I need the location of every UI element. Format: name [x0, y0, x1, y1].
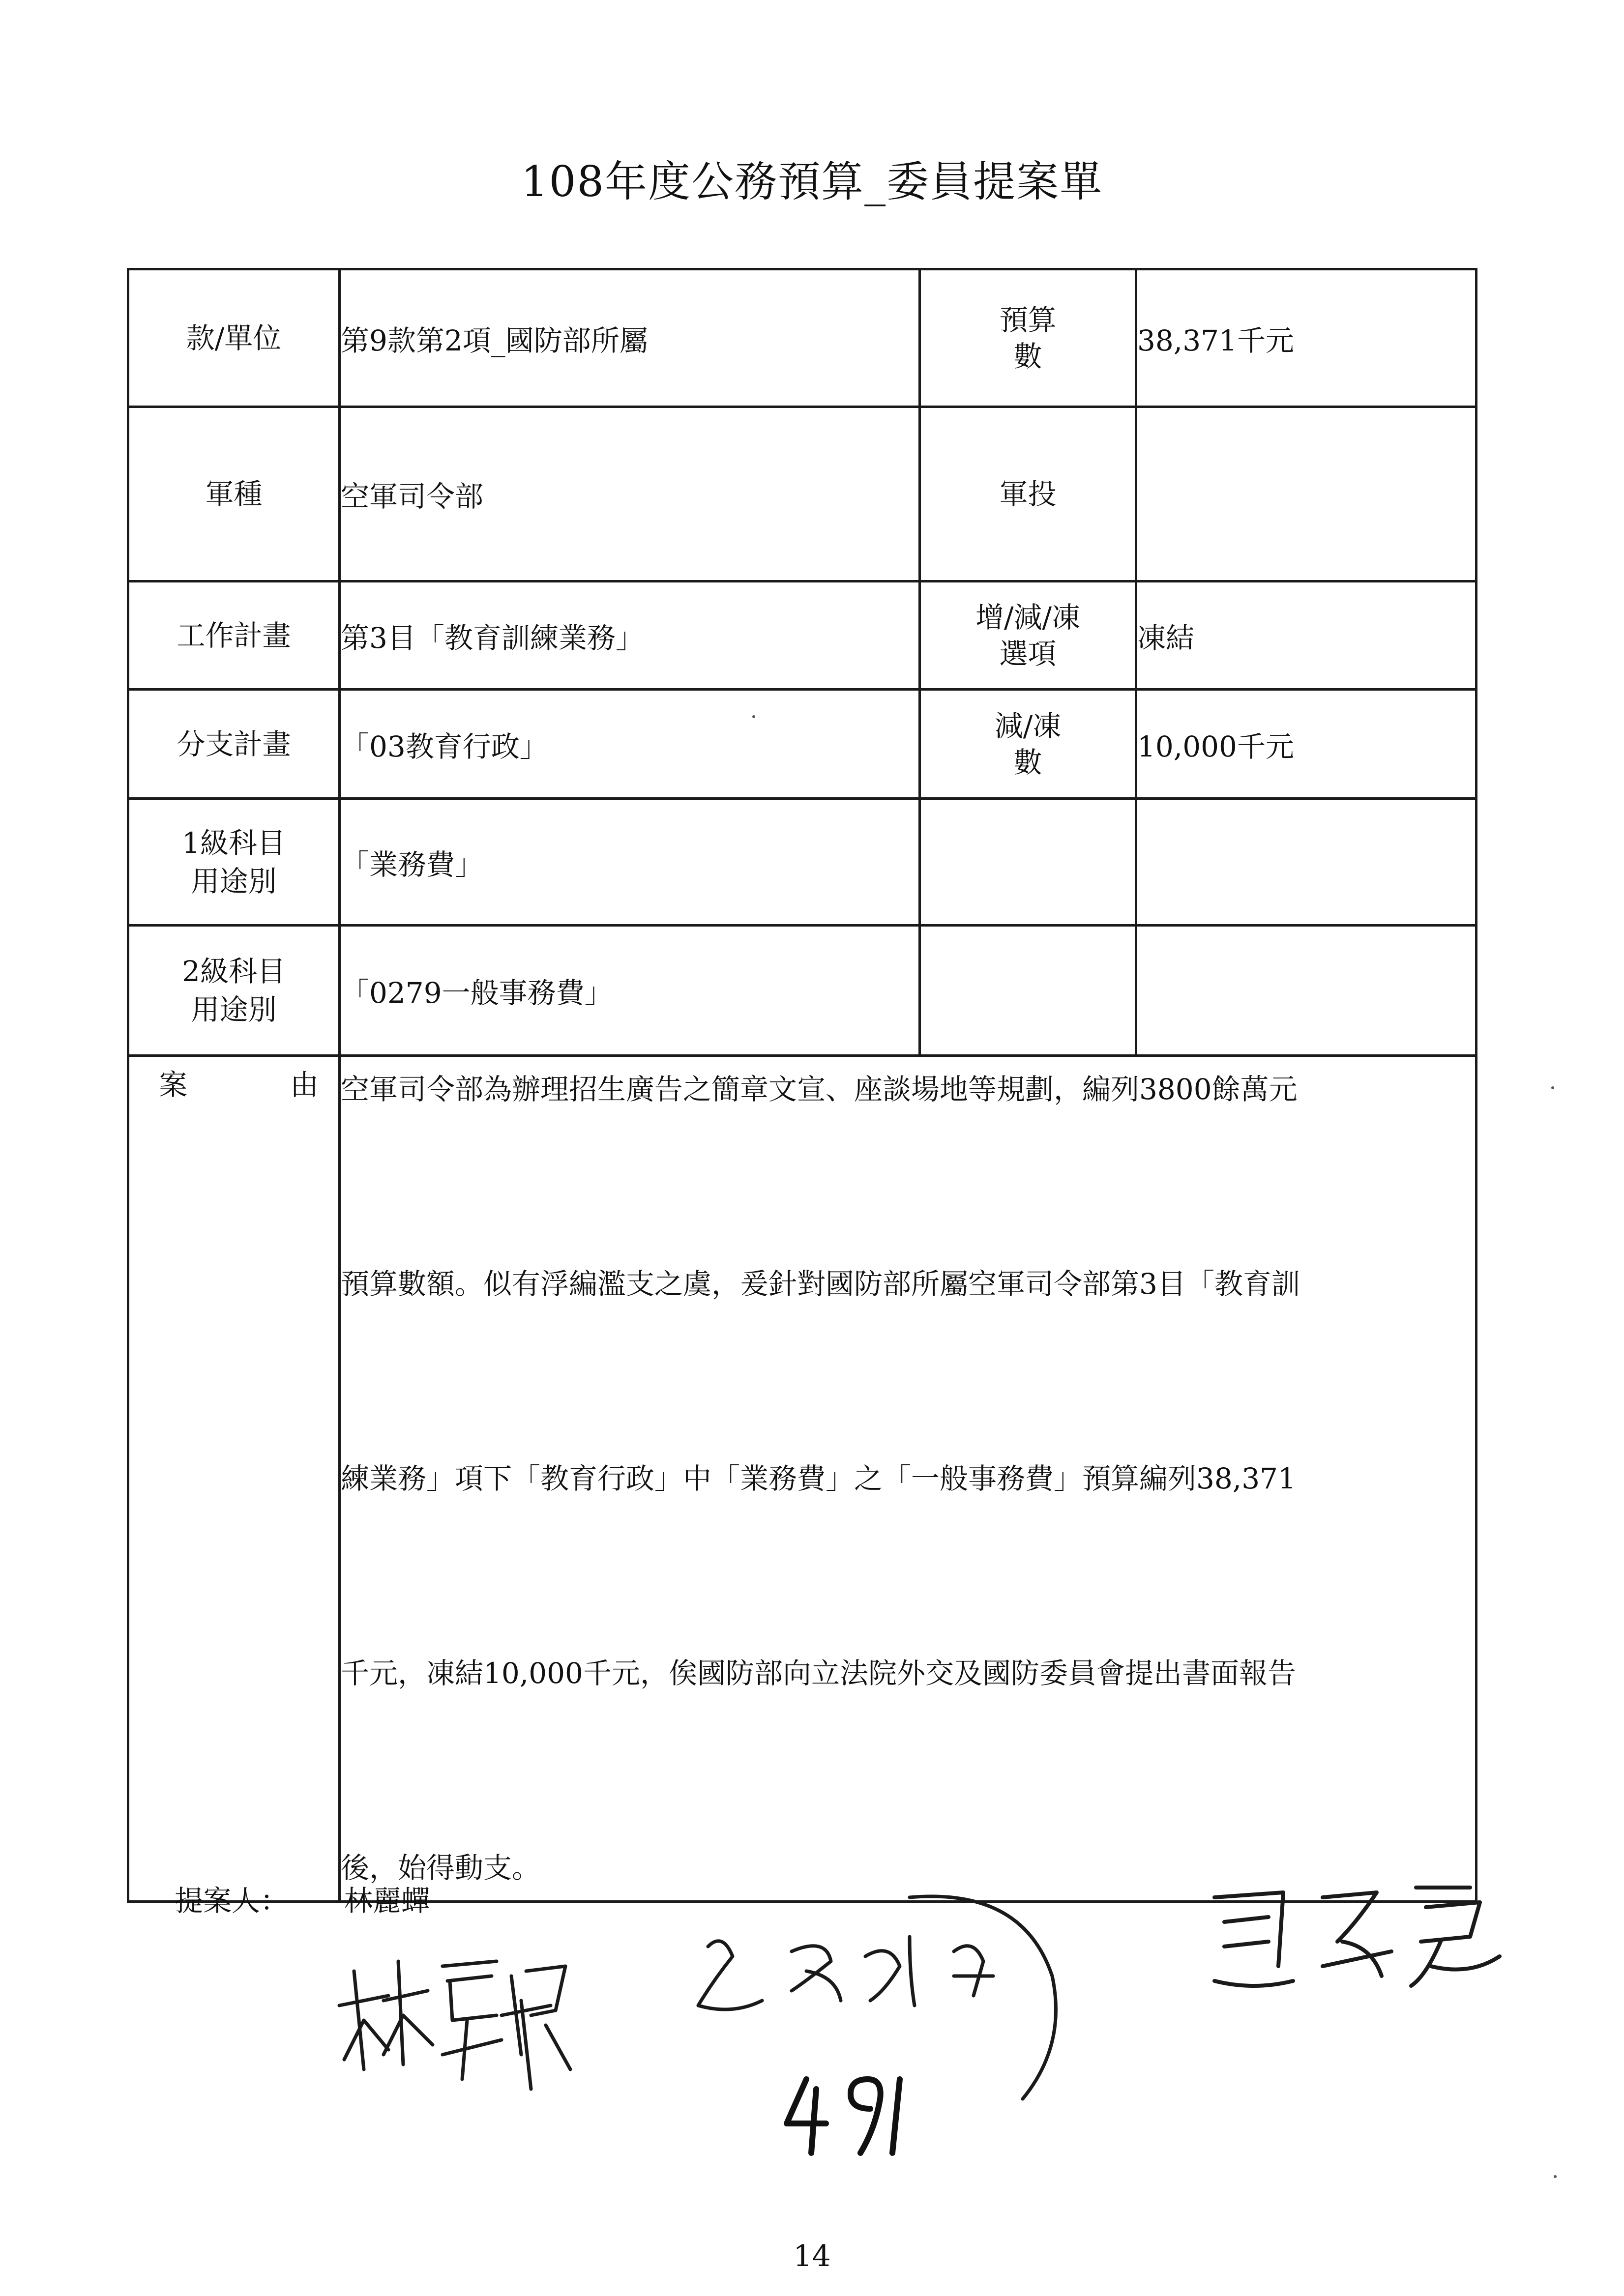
reason-line: 預算數額。似有浮編濫支之虞，爰針對國防部所屬空軍司令部第3目「教育訓	[341, 1267, 1300, 1301]
table-row	[128, 926, 1476, 1056]
reason-label-cell	[128, 1056, 340, 1902]
row-label: 工作計畫	[128, 581, 340, 690]
row-mid-label	[920, 926, 1136, 1056]
page-number: 14	[793, 2239, 831, 2273]
reason-label-right: 由	[290, 1068, 319, 1102]
row-value: 「03教育行政」	[340, 690, 920, 799]
row-label: 2級科目 用途別	[128, 926, 340, 1056]
row-value: 「0279一般事務費」	[340, 926, 920, 1056]
row-mid-value: 凍結	[1136, 581, 1476, 690]
row-mid-value: 38,371千元	[1136, 269, 1476, 407]
signature-3	[1195, 1868, 1514, 2005]
row-mid-label: 軍投	[920, 407, 1136, 581]
reason-line: 空軍司令部為辦理招生廣告之簡章文宣、座談場地等規劃，編列3800餘萬元	[341, 1073, 1298, 1106]
table-row	[128, 581, 1476, 690]
proposer	[175, 1878, 430, 1919]
table-row	[128, 269, 1476, 407]
row-value: 「業務費」	[340, 799, 920, 926]
signature-1	[334, 1942, 590, 2099]
row-value: 第9款第2項_國防部所屬	[340, 269, 920, 407]
row-label: 1級科目 用途別	[128, 799, 340, 926]
row-mid-label	[920, 799, 1136, 926]
reason-line: 千元，凍結10,000千元，俟國防部向立法院外交及國防委員會提出書面報告	[341, 1657, 1296, 1690]
proposal-table	[127, 268, 1477, 1903]
row-value: 空軍司令部	[340, 407, 920, 581]
reason-line: 後，始得動支。	[341, 1851, 541, 1885]
table-row	[128, 690, 1476, 799]
row-mid-label: 減/凍 數	[920, 690, 1136, 799]
row-mid-value	[1136, 799, 1476, 926]
stamped-number	[777, 2069, 915, 2158]
proposer-label: 提案人：	[175, 1884, 289, 1918]
row-mid-value: 10,000千元	[1136, 690, 1476, 799]
proposer-name: 林麗蟬	[344, 1884, 430, 1918]
reason-text	[340, 1056, 1476, 1902]
row-mid-value	[1136, 407, 1476, 581]
document-title: 108年度公務預算_委員提案單	[521, 157, 1103, 206]
row-value: 第3目「教育訓練業務」	[340, 581, 920, 690]
reason-row	[128, 1056, 1476, 1902]
reason-line: 練業務」項下「教育行政」中「業務費」之「一般事務費」預算編列38,371	[341, 1462, 1296, 1495]
reason-label-left: 案	[159, 1068, 188, 1102]
row-label: 軍種	[128, 407, 340, 581]
row-mid-value	[1136, 926, 1476, 1056]
row-mid-label: 增/減/凍 選項	[920, 581, 1136, 690]
row-label: 款/單位	[128, 269, 340, 407]
table-row	[128, 407, 1476, 581]
table-row	[128, 799, 1476, 926]
row-mid-label: 預算 數	[920, 269, 1136, 407]
row-label: 分支計畫	[128, 690, 340, 799]
